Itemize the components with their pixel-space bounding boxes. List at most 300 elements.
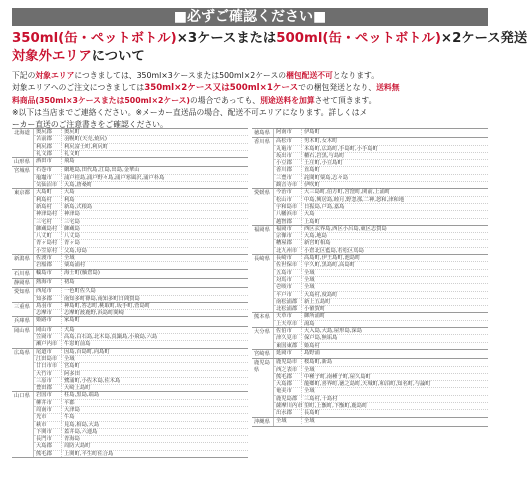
city-cell: 高松市: [274, 138, 302, 144]
city-cell: 苫前郡: [34, 136, 62, 142]
areas-cell: 御所浦町: [304, 313, 326, 320]
city-cell: 三豊市: [274, 175, 302, 181]
city-cell: 新島村: [34, 204, 62, 210]
areas-cell: 粟島浦村: [64, 262, 86, 269]
table-row: [274, 166, 488, 173]
areas-cell: 全域: [304, 276, 315, 283]
city-cell: 延岡市: [274, 350, 302, 356]
prefecture-name: 沖縄県: [252, 418, 274, 426]
prefecture-name: 福岡県: [252, 226, 274, 254]
city-cell: 観音寺市: [274, 182, 302, 188]
prefecture-name: 広島県: [12, 349, 34, 392]
city-cell: 対馬市: [274, 277, 302, 283]
table-row: [34, 355, 248, 362]
city-cell: 熊毛郡: [274, 374, 302, 380]
areas-cell: 網地島,田代島,江島,出島,金華山: [64, 167, 140, 174]
table-row: [274, 395, 488, 402]
prefecture-block: [12, 326, 248, 348]
areas-cell: 神島町,答志町,桃取町,坂手町,菅島町: [64, 302, 151, 309]
areas-cell: 長島町: [304, 410, 320, 417]
areas-cell: 詫間町粟島,志々島: [304, 174, 349, 181]
prefecture-name: 静岡県: [12, 279, 34, 287]
table-row: [274, 334, 488, 341]
city-cell: 江田島市: [34, 356, 62, 362]
excluded-area-table-right: [252, 128, 488, 492]
city-cell: 瀬戸内市: [34, 341, 62, 347]
headline-350ml: 350ml(缶・ペットボトル): [12, 31, 177, 46]
prefecture-block: [252, 188, 488, 224]
areas-cell: 奥尻町: [64, 129, 80, 135]
table-row: [34, 406, 248, 413]
table-row: [34, 247, 248, 254]
prefecture-block: [12, 128, 248, 157]
table-row: [34, 196, 248, 203]
city-cell: 阿南市: [274, 129, 302, 135]
table-row: [274, 387, 488, 394]
notice-line-1: 下記の対象エリアにつきましては、350ml×3ケースまたは500ml×2ケースの梱包配送不可となります。: [12, 71, 380, 80]
table-row: [34, 309, 248, 316]
areas-cell: 平郡: [64, 399, 75, 406]
areas-cell: 利尻富士町,利尻町: [64, 143, 109, 150]
city-cell: 今治市: [274, 189, 302, 195]
prefecture-block: [252, 254, 488, 312]
banner-title: ■必ずご確認ください■: [173, 9, 327, 25]
areas-cell: 全域: [64, 255, 75, 262]
table-row: [274, 232, 488, 239]
areas-cell: 小倉北区藍島,若松区馬島: [304, 247, 364, 254]
notice-line-3: 料商品(350ml×3ケースまたは500ml×2ケース)の場合であっても、別途送料を加算させて頂きます。: [12, 95, 377, 105]
table-row: [34, 435, 248, 442]
city-cell: 酒田市: [34, 158, 62, 164]
table-row: [34, 232, 248, 239]
city-cell: 御蔵島村: [34, 226, 62, 232]
areas-cell: 小値賀町: [304, 306, 326, 313]
areas-cell: 大三島町,伯方町,宮窪町,関前,上浦町: [304, 189, 391, 196]
headline-2cases: ×2ケース発送: [440, 31, 527, 46]
areas-cell: 三島村,十島村: [304, 395, 338, 402]
city-cell: 北九州市: [274, 248, 302, 254]
table-row: [274, 283, 488, 290]
table-row: [34, 279, 248, 285]
table-row: [34, 225, 248, 232]
city-cell: 大島郡: [34, 443, 62, 449]
areas-cell: 周防大島町: [64, 443, 91, 450]
table-row: [34, 203, 248, 210]
areas-cell: 伊吹町: [304, 182, 320, 189]
areas-cell: 父島,母島: [64, 247, 87, 254]
areas-cell: 龍郷町,喜界町,徳之島町,天城町,和泊町,知名町,与論町: [304, 381, 431, 388]
city-cell: 塩竈市: [34, 175, 62, 181]
prefecture-name: 東京都: [12, 189, 34, 254]
areas-cell: 上島町: [304, 218, 320, 225]
city-cell: 岡山市: [34, 327, 62, 333]
prefecture-block: [252, 349, 488, 358]
areas-cell: 里町,上甑町,下甑町,鹿島町: [304, 402, 368, 409]
areas-cell: 志摩町渡鹿野,浜島町間崎: [64, 310, 124, 317]
city-cell: 出水郡: [274, 410, 302, 416]
areas-cell: 浦戸桂島,浦戸野々島,浦戸寒風沢,浦戸朴島: [64, 174, 165, 181]
areas-cell: 新宮町相島: [304, 240, 331, 247]
areas-cell: 因島,百島町,向島町: [64, 348, 110, 355]
areas-cell: 家島町: [64, 317, 80, 324]
table-row: [34, 327, 248, 333]
prefecture-name: 山形県: [12, 158, 34, 166]
areas-cell: 蓋井島,六連島: [64, 428, 98, 435]
excluded-area-tables: [12, 128, 488, 492]
areas-cell: 櫃石,岩黒,与島町: [304, 152, 345, 159]
prefecture-name: 徳島県: [252, 129, 274, 137]
prefecture-block: [252, 225, 488, 254]
headline-3cases: ×3ケースまたは: [176, 31, 277, 46]
city-cell: 天草市: [274, 313, 302, 319]
table-row: [274, 366, 488, 373]
table-row: [274, 328, 488, 334]
city-cell: 大島町: [34, 189, 62, 195]
city-cell: 周南市: [34, 407, 62, 413]
areas-cell: 桜島町,新島: [304, 359, 333, 366]
city-cell: 五島市: [274, 270, 302, 276]
prefecture-block: [252, 312, 488, 327]
city-cell: 礼文郡: [34, 151, 62, 157]
table-row: [274, 181, 488, 188]
areas-cell: 大島,唐桑町: [64, 182, 93, 189]
city-cell: 知多郡: [34, 296, 62, 302]
prefecture-name: 宮城県: [12, 167, 34, 188]
areas-cell: 湯島: [304, 320, 315, 327]
areas-cell: 伊島町: [304, 129, 320, 135]
prefecture-block: [12, 278, 248, 287]
areas-cell: 神津島: [64, 211, 80, 218]
areas-cell: 西区玄界島,西区小呂島,東区志賀島: [304, 225, 387, 232]
table-row: [274, 145, 488, 152]
city-cell: 薩摩川内市: [276, 402, 303, 409]
prefecture-block: [12, 391, 248, 458]
city-cell: 全域: [274, 418, 302, 424]
city-cell: 西尾市: [34, 288, 62, 294]
areas-cell: 保戸島,無垢島: [304, 335, 338, 342]
notice-text: [12, 70, 488, 131]
areas-cell: 大崎上島町: [64, 385, 91, 392]
table-row: [34, 340, 248, 347]
areas-cell: 牛窓町前島: [64, 341, 91, 348]
city-cell: 佐伯市: [274, 328, 302, 334]
table-row: [34, 413, 248, 420]
subhead: [12, 49, 488, 65]
city-cell: 福岡市: [274, 226, 302, 232]
table-row: [274, 210, 488, 217]
city-cell: 鹿児島市: [274, 359, 302, 365]
table-row: [274, 320, 488, 327]
table-row: [274, 247, 488, 254]
prefecture-block: [12, 157, 248, 166]
city-cell: 廿日市市: [34, 363, 62, 369]
city-cell: 北松浦郡: [274, 306, 302, 312]
areas-cell: 一色町佐久島: [64, 288, 96, 295]
excluded-area-table-left: [12, 128, 248, 492]
prefecture-name: 山口県: [12, 392, 34, 457]
table-row: [274, 418, 488, 424]
areas-cell: 上関町,平生町佐合島: [64, 450, 114, 457]
areas-cell: 南知多町篠島,南知多町日間賀島: [64, 295, 140, 302]
city-cell: 鹿児島郡: [274, 396, 302, 402]
areas-cell: 牛島: [64, 414, 75, 421]
table-row: [34, 392, 248, 398]
areas-cell: 利島: [64, 196, 75, 203]
city-cell: 津久見市: [274, 335, 302, 341]
table-row: [34, 399, 248, 406]
table-row: [34, 303, 248, 309]
city-cell: 青ヶ島村: [34, 240, 62, 246]
table-row: [34, 181, 248, 188]
prefecture-block: [252, 327, 488, 349]
prefecture-name: 兵庫県: [12, 317, 34, 325]
prefecture-name: 岡山県: [12, 327, 34, 348]
areas-cell: 全域: [304, 388, 315, 395]
areas-cell: 宇久町,黒島町,高島町: [304, 262, 356, 269]
areas-cell: 新上五島町: [304, 298, 331, 305]
table-row: [34, 255, 248, 261]
city-cell: 志摩市: [34, 310, 62, 316]
city-cell: 奄美市: [274, 388, 302, 394]
prefecture-name: 鹿児島県: [252, 359, 274, 416]
table-row: [34, 167, 248, 173]
table-row: [274, 138, 488, 144]
notice-banner: [12, 8, 488, 26]
areas-cell: 羽幌町(天売,焼尻): [64, 136, 107, 143]
city-cell: 宗像市: [274, 233, 302, 239]
city-cell: 柳井市: [34, 400, 62, 406]
areas-cell: 大島: [304, 211, 315, 218]
city-cell: 長崎市: [274, 255, 302, 261]
city-cell: 西之表市: [274, 367, 302, 373]
city-cell: 南松浦郡: [274, 299, 302, 305]
areas-cell: 新島,式根島: [64, 203, 93, 210]
table-row: [274, 276, 488, 283]
prefecture-block: [12, 188, 248, 254]
city-cell: 萩市: [34, 422, 62, 428]
table-row: [274, 298, 488, 305]
city-cell: 大島郡: [274, 381, 302, 387]
areas-cell: 海士町(舳倉島): [64, 269, 100, 276]
table-row: [34, 135, 248, 142]
table-row: [34, 261, 248, 268]
areas-cell: 全域: [304, 269, 315, 276]
city-cell: 笠岡市: [34, 334, 62, 340]
areas-cell: 大津島: [64, 406, 80, 413]
table-row: [34, 349, 248, 355]
areas-cell: 中島,興居島,睦月,野忽那,二神,怒和,津和地: [304, 196, 405, 203]
table-row: [34, 129, 248, 135]
table-row: [274, 342, 488, 349]
areas-cell: 三宅島: [64, 218, 80, 225]
city-cell: 石巻市: [34, 167, 62, 173]
table-row: [274, 261, 488, 268]
prefecture-block: [252, 137, 488, 188]
city-cell: 岩船郡: [34, 262, 62, 268]
city-cell: 香川郡: [274, 167, 302, 173]
city-cell: 熊毛郡: [34, 451, 62, 457]
prefecture-name: 長崎県: [252, 255, 274, 312]
prefecture-block: [12, 316, 248, 325]
table-row: [274, 189, 488, 195]
table-row: [34, 218, 248, 225]
notice-line-4: ※以下は当店までご連絡ください。※メーカー直送品の場合、配送不可エリアになります。詳しくはメ: [12, 107, 368, 117]
table-row: [274, 409, 488, 416]
prefecture-name: 北海道: [12, 129, 34, 157]
city-cell: 松山市: [274, 197, 302, 203]
city-cell: 平戸市: [274, 292, 302, 298]
table-row: [274, 218, 488, 225]
table-row: [34, 450, 248, 457]
notice-line-2: 対象エリアへのご注文につきましては350ml×2ケース又は500ml×1ケースでの梱包発送となり、送料無: [12, 83, 400, 94]
table-row: [34, 370, 248, 377]
table-row: [274, 373, 488, 380]
city-cell: 神津島村: [34, 211, 62, 217]
city-cell: 越智郡: [274, 219, 302, 225]
areas-cell: 初島: [64, 278, 75, 285]
city-cell: 上天草市: [274, 321, 302, 327]
city-cell: 岩国市: [34, 392, 62, 398]
city-cell: 熱海市: [34, 279, 62, 285]
prefecture-name: 愛媛県: [252, 189, 274, 224]
table-row: [34, 189, 248, 195]
areas-cell: 男木町,女木町: [304, 138, 338, 145]
city-cell: 佐世保市: [274, 262, 302, 268]
city-cell: 八丈町: [34, 233, 62, 239]
areas-cell: 土庄町,小豆島町: [304, 160, 343, 167]
table-row: [34, 270, 248, 276]
prefecture-block: [12, 254, 248, 269]
city-cell: 丸亀市: [274, 146, 302, 152]
areas-cell: 青ヶ島: [64, 240, 80, 247]
prefecture-block: [12, 348, 248, 392]
prefecture-block: [12, 269, 248, 278]
city-cell: 姫路市: [34, 317, 62, 323]
city-cell: 佐渡市: [34, 255, 62, 261]
prefecture-name: 新潟県: [12, 255, 34, 269]
city-cell: 宇和島市: [274, 204, 302, 210]
city-cell: 奥尻郡: [34, 129, 62, 135]
table-row: [34, 288, 248, 294]
areas-cell: 全域: [304, 366, 315, 373]
table-row: [274, 402, 488, 409]
city-cell: 豊田郡: [34, 385, 62, 391]
areas-cell: 全域: [304, 417, 315, 424]
notice-line-5: ーカー直送のご注意書きをご確認ください。: [12, 120, 168, 130]
areas-cell: 大島村,度島町: [304, 291, 338, 298]
city-cell: 下関市: [34, 429, 62, 435]
city-cell: 小豆郡: [274, 160, 302, 166]
table-row: [274, 196, 488, 203]
prefecture-block: [12, 166, 248, 188]
city-cell: 東国東郡: [274, 343, 302, 349]
table-row: [274, 380, 488, 387]
table-row: [274, 159, 488, 166]
city-cell: 長門市: [34, 436, 62, 442]
areas-cell: 全域: [64, 355, 75, 362]
prefecture-name: 熊本県: [252, 313, 274, 327]
table-row: [274, 226, 488, 232]
table-row: [34, 150, 248, 157]
prefecture-block: [252, 128, 488, 137]
table-row: [34, 143, 248, 150]
areas-cell: 姫島村: [304, 342, 320, 349]
prefecture-block: [12, 302, 248, 317]
prefecture-block: [12, 287, 248, 302]
table-row: [34, 317, 248, 323]
subhead-excluded-area: 対象外エリア: [12, 49, 92, 64]
areas-cell: 八丈島: [64, 233, 80, 240]
areas-cell: 鷺浦町,小佐木島,佐木島: [64, 377, 121, 384]
areas-cell: 日振島,戸島,嘉島: [304, 203, 345, 210]
prefecture-name: 大分県: [252, 328, 274, 349]
city-cell: 三宅村: [34, 219, 62, 225]
city-cell: 大竹市: [34, 371, 62, 377]
areas-cell: 中種子町,南種子町,屋久島町: [304, 373, 371, 380]
prefecture-name: 宮崎県: [252, 350, 274, 358]
areas-cell: 大島,地島: [304, 233, 327, 240]
city-cell: 八幡浜市: [274, 211, 302, 217]
city-cell: 糟屋郡: [274, 240, 302, 246]
table-row: [34, 384, 248, 391]
table-row: [274, 269, 488, 276]
city-cell: 利尻郡: [34, 144, 62, 150]
areas-cell: 直島町: [304, 167, 320, 174]
table-row: [274, 203, 488, 210]
city-cell: 光市: [34, 414, 62, 420]
table-row: [34, 333, 248, 340]
areas-cell: 島野浦: [304, 349, 320, 356]
subhead-about: について: [91, 49, 145, 64]
areas-cell: 飛島: [64, 158, 75, 165]
headline-500ml: 500ml(缶・ペットボトル): [276, 31, 441, 46]
table-row: [34, 210, 248, 217]
table-row: [34, 174, 248, 181]
table-row: [274, 313, 488, 319]
areas-cell: 高島町,伊王島町,池島町: [304, 255, 361, 262]
areas-cell: 全域: [304, 284, 315, 291]
table-row: [34, 158, 248, 164]
prefecture-name: 愛知県: [12, 288, 34, 302]
table-row: [34, 442, 248, 449]
areas-cell: 御蔵島: [64, 225, 80, 232]
prefecture-name: 香川県: [252, 138, 274, 188]
city-cell: 三原市: [34, 378, 62, 384]
headline: [12, 30, 527, 47]
table-row: [274, 174, 488, 181]
city-cell: 壱岐市: [274, 284, 302, 290]
table-row: [34, 239, 248, 246]
city-cell: 輪島市: [34, 270, 62, 276]
table-row: [274, 255, 488, 261]
city-cell: 鳥羽市: [34, 303, 62, 309]
areas-cell: 阿多田: [64, 370, 80, 377]
table-row: [274, 350, 488, 356]
city-cell: 気仙沼市: [34, 182, 62, 188]
prefecture-name: 三重県: [12, 303, 34, 317]
prefecture-name: 石川県: [12, 270, 34, 278]
areas-cell: 本島町,広島町,手島町,小手島町: [304, 145, 378, 152]
areas-cell: 犬島: [64, 326, 75, 333]
table-row: [34, 421, 248, 428]
table-row: [34, 428, 248, 435]
areas-cell: 青海島: [64, 436, 80, 443]
table-row: [34, 377, 248, 384]
table-row: [274, 152, 488, 159]
table-row: [34, 362, 248, 369]
areas-cell: 礼文町: [64, 150, 80, 157]
prefecture-block: [252, 417, 488, 427]
